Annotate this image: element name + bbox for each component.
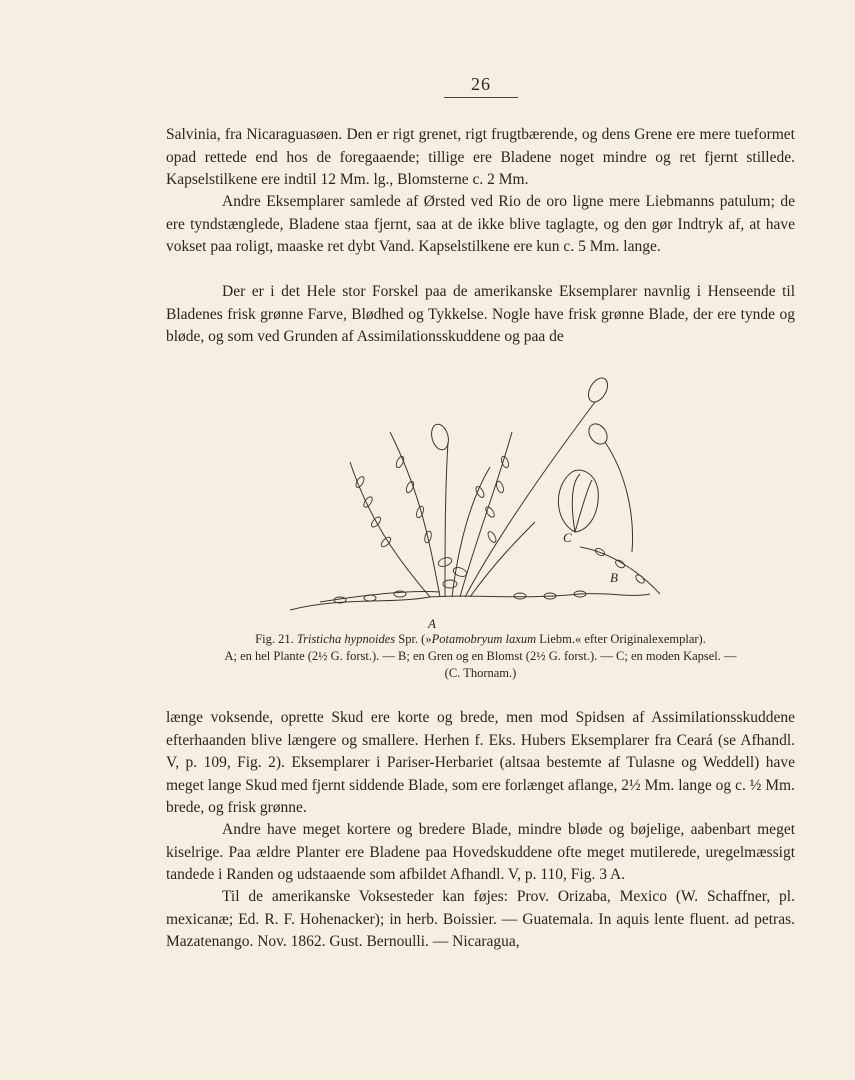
caption-fig-number: Fig. 21. xyxy=(255,632,294,646)
label-c: C xyxy=(563,530,572,545)
caption-species: Tristicha hypnoides xyxy=(296,632,396,646)
paragraph-4: længe voksende, oprette Skud ere korte og brede, men mod Spidsen af Assimilationsskuddene efterhaanden blive længere og smallere. Herhen f. Eks. Hubers Eksemplarer fra Ceará (se Afhandl. V, p. 109, Fig. 2). Eksemplarer i Pariser-Herbariet (altsaa bestemte af Tulasne og Weddell) have meget lange Skud med fjernt siddende Blade, som ere forlænget aflange, 2½ Mm. lange og c. ½ Mm. brede, og frisk grønne. xyxy=(166,709,795,816)
caption-synonym: Potamobryum laxum xyxy=(431,632,537,646)
paragraph-3: Der er i det Hele stor Forskel paa de amerikanske Eksemplarer navnlig i Henseende til Bladenes frisk grønne Farve, Blødhed og Tykkelse. Nogle have frisk grønne Blade, der ere tynde og bløde, og som ved Grunden af Assimilationsskuddene og paa de xyxy=(166,283,795,345)
paragraph-6: Til de amerikanske Voksesteder kan føjes: Prov. Orizaba, Mexico (W. Schaffner, pl. mexicanæ; Ed. R. F. Hohenacker); in herb. Boissier. — Guatemala. In aquis lente fluent. ad petras. Mazatenango. Nov. 1862. Gust. Bernoulli. — Nicaragua, xyxy=(166,888,795,950)
caption-line-2: A; en hel Plante (2½ G. forst.). — B; en Gren og en Blomst (2½ G. forst.). — C; en moden Kapsel. — xyxy=(224,649,737,663)
label-b: B xyxy=(610,570,618,585)
plant-illustration xyxy=(280,372,680,632)
paragraph-1: Salvinia, fra Nicaraguasøen. Den er rigt grenet, rigt frugtbærende, og dens Grene ere mere tueformet opad rettede end hos de foregaaende; tillige ere Bladene noget mindre og ret fjernt stillede. Kapselstilkene ere indtil 12 Mm. lg., Blomsterne c. 2 Mm. xyxy=(166,126,795,188)
caption-author: Spr. (» xyxy=(398,632,432,646)
figure-caption xyxy=(166,631,795,682)
page-number: 26 xyxy=(444,74,518,98)
caption-source: Liebm.« efter Originalexemplar). xyxy=(536,632,706,646)
caption-line-1 xyxy=(166,631,795,648)
caption-line-3: (C. Thornam.) xyxy=(444,666,517,680)
label-a: A xyxy=(428,616,436,631)
paragraph-5: Andre have meget kortere og bredere Blade, mindre bløde og bøjelige, aabenbart meget kiselrige. Paa ældre Planter ere Bladene paa Hovedskuddene ofte meget mutilerede, uregelmæssigt tandede i Randen og udstaaende som afbildet Afhandl. V, p. 110, Fig. 3 A. xyxy=(166,821,795,883)
paragraph-2: Andre Eksemplarer samlede af Ørsted ved Rio de oro ligne mere Liebmanns patulum; de ere tyndstænglede, Bladene staa fjernt, saa at de ikke blive taglagte, og den gør Indtryk af, at have vokset paa roligt, maaske ret dybt Vand. Kapselstilkene ere kun c. 5 Mm. lange. xyxy=(166,193,795,255)
